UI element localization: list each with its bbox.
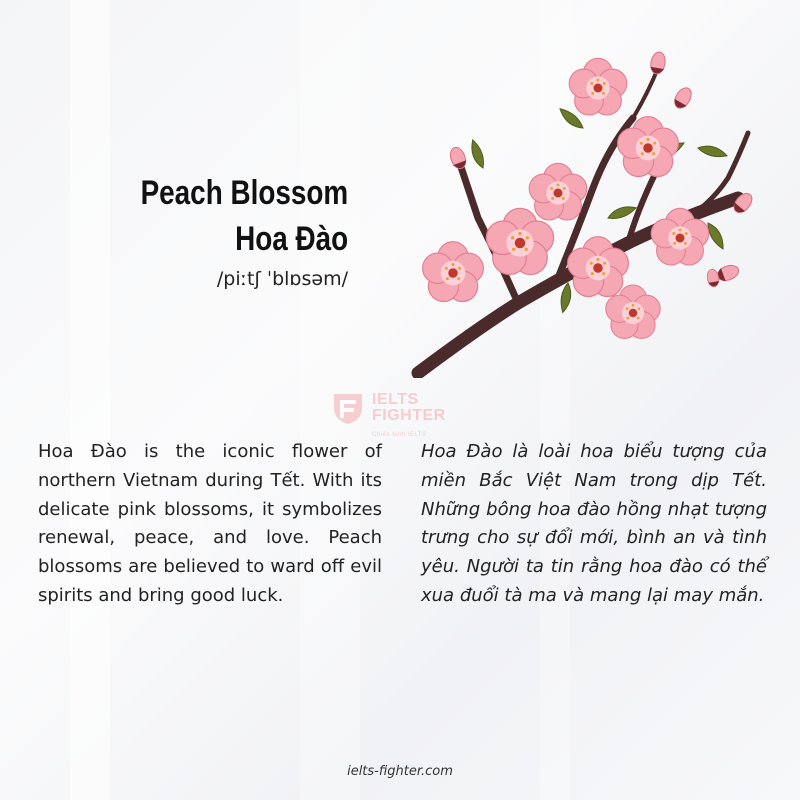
- description-vietnamese: Hoa Đào là loài hoa biểu tượng của miền Bắc Việt Nam trong dịp Tết. Những bông hoa đào hồng nhạt tượng trưng cho sự đổi mới, bình an và tình yêu. Người ta tin rằng hoa đào có thể xua đuổi tà ma và mang lại may mắn.: [421, 441, 767, 606]
- footer-website: ielts-fighter.com: [347, 764, 453, 779]
- title-english: Peach Blossom: [140, 174, 348, 212]
- title-block: [95, 170, 348, 290]
- watermark-line2: FIGHTER: [372, 407, 446, 424]
- pronunciation: /piːtʃ ˈblɒsəm/: [216, 268, 348, 290]
- ielts-fighter-watermark-logo: [330, 390, 470, 438]
- background-streak: [70, 0, 110, 800]
- title-vietnamese: Hoa Đào: [234, 220, 348, 258]
- watermark-line1: IELTS: [372, 391, 419, 408]
- peach-blossom-illustration: [408, 38, 768, 378]
- shield-logo-icon: [330, 390, 366, 426]
- watermark-tagline: Chiến binh IELTS: [372, 432, 427, 438]
- description-english: Hoa Đào is the iconic flower of northern Vietnam during Tết. With its delicate pink blossoms, it symbolizes renewal, peace, and love. Peach blossoms are believed to ward off evil spirits and bring good luck.: [38, 441, 382, 606]
